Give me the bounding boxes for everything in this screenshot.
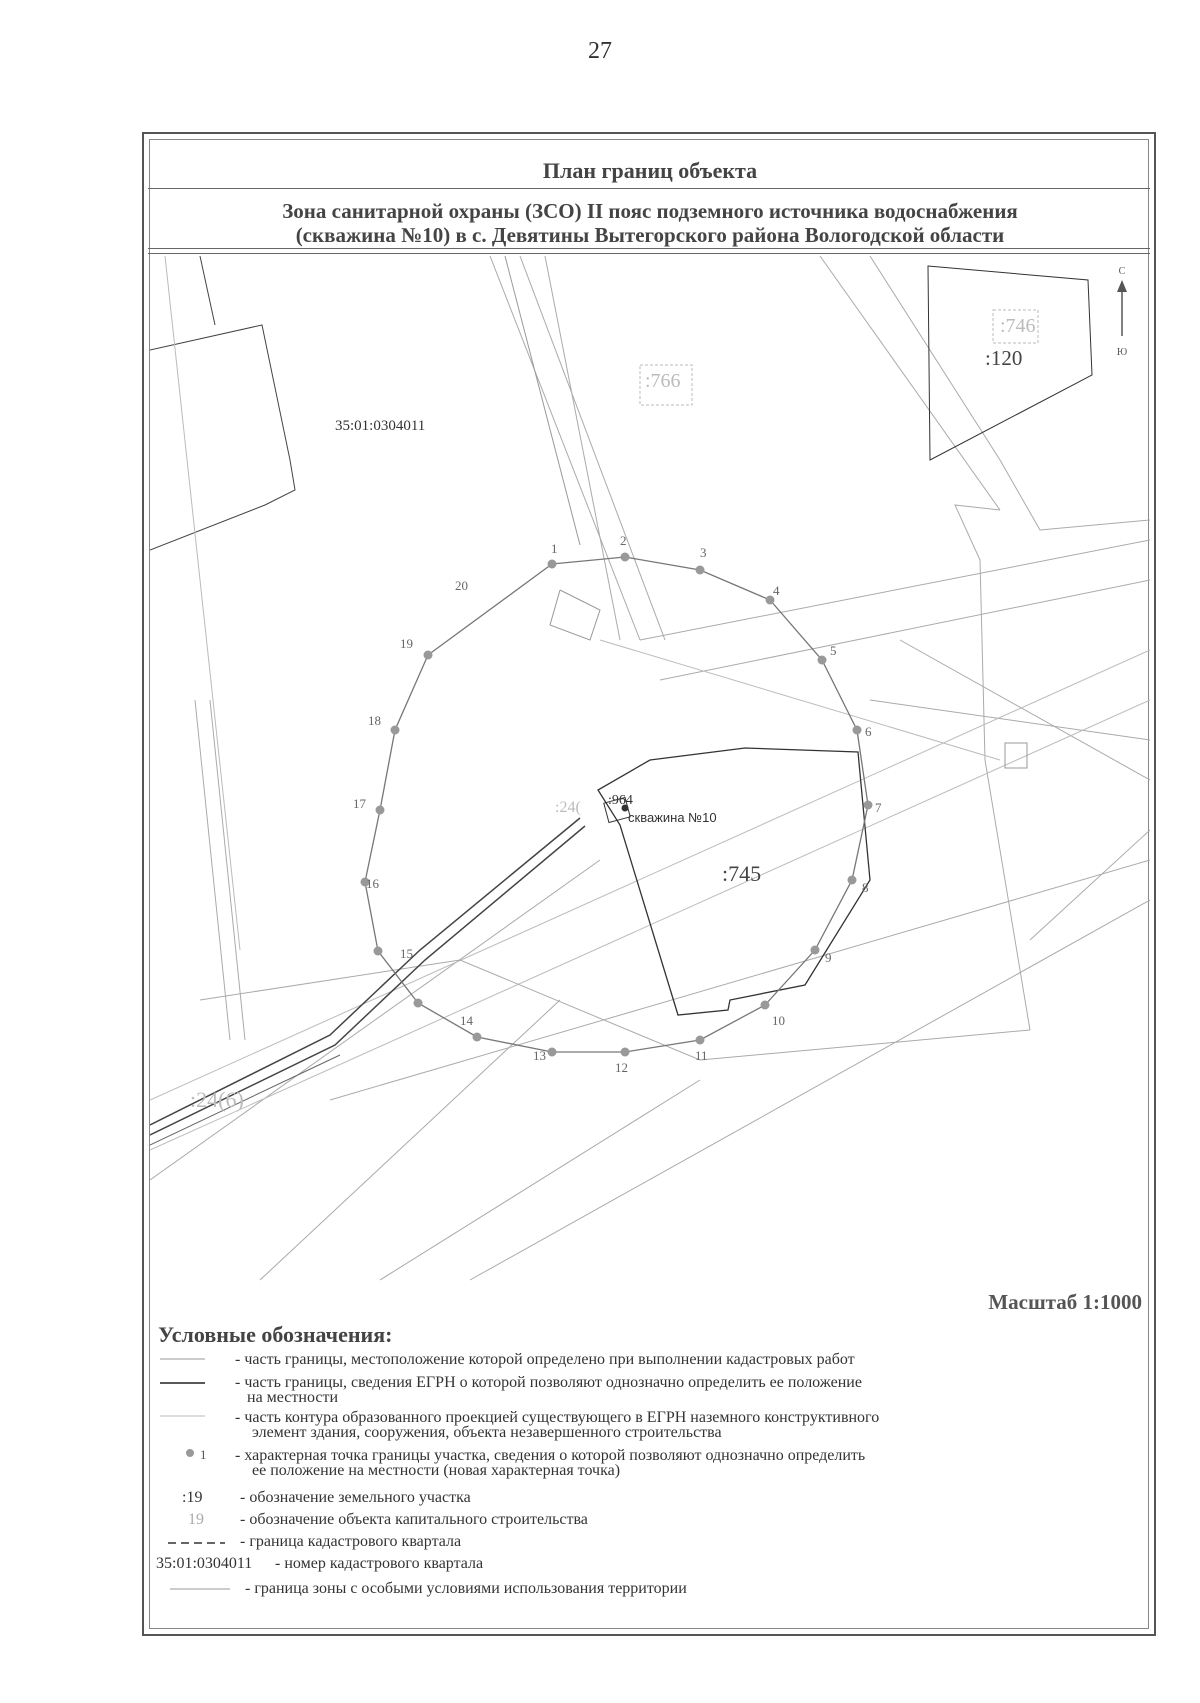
legend-point-sym: 1	[200, 1447, 207, 1462]
point-label-3: 3	[700, 545, 707, 560]
legend-item-3b: элемент здания, сооружения, объекта незавершенного строительства	[252, 1424, 722, 1441]
point-label-12: 12	[615, 1060, 628, 1075]
point-label-4: 4	[773, 583, 780, 598]
point-label-13: 13	[533, 1048, 546, 1063]
quarter-number-label: 35:01:0304011	[335, 418, 426, 434]
point-label-15: 15	[400, 946, 413, 961]
point-label-8: 8	[862, 880, 869, 895]
legend-building-sym: 19	[188, 1511, 204, 1528]
scale-label: Масштаб 1:1000	[988, 1290, 1142, 1314]
north-label: С	[1118, 266, 1126, 277]
point-label-11: 11	[695, 1048, 708, 1063]
point-label-20: 20	[455, 578, 468, 593]
parcel-label-24-6: :24(6)	[190, 1087, 244, 1112]
north-arrow-icon	[1112, 278, 1132, 342]
point-label-5: 5	[830, 643, 837, 658]
map-subtitle-line1: Зона санитарной охраны (ЗСО) II пояс подземного источника водоснабжения	[282, 199, 1018, 223]
legend-title: Условные обозначения:	[158, 1322, 393, 1347]
point-label-14: 14	[460, 1013, 473, 1028]
legend-item-4b: ее положение на местности (новая характерная точка)	[252, 1462, 621, 1479]
parcel-label-745: :745	[722, 861, 762, 886]
legend-item-5: - обозначение земельного участка	[240, 1489, 471, 1506]
point-label-17: 17	[353, 796, 366, 811]
point-label-19: 19	[400, 636, 413, 651]
parcel-boundary-left	[150, 325, 295, 550]
legend-item-3: - часть контура образованного проекцией существующего в ЕГРН наземного конструктивного	[235, 1409, 880, 1426]
pipeline	[150, 818, 580, 1125]
legend-item-2: - часть границы, сведения ЕГРН о которой позволяют однозначно определить ее положение	[235, 1374, 862, 1391]
point-label-1: 1	[551, 541, 558, 556]
point-label-16: 16	[366, 876, 379, 891]
legend-parcel-sym: :19	[182, 1489, 203, 1506]
legend-item-4: - характерная точка границы участка, сведения о которой позволяют однозначно определить	[235, 1447, 866, 1464]
parcel-label-24: :24(	[555, 799, 581, 816]
legend-item-9: - граница зоны с особыми условиями использования территории	[245, 1580, 687, 1597]
point-label-10: 10	[772, 1013, 785, 1028]
parcel-label-120: :120	[985, 346, 1023, 370]
point-label-18: 18	[368, 713, 381, 728]
legend-item-2b: на местности	[247, 1389, 338, 1406]
legend-item-6: - обозначение объекта капитального строительства	[240, 1511, 588, 1528]
map-subtitle-line2: (скважина №10) в с. Девятины Вытегорского района Вологодской области	[295, 223, 1005, 247]
south-label: Ю	[1116, 347, 1128, 358]
page-number: 27	[588, 38, 612, 64]
point-label-2: 2	[620, 533, 627, 548]
map-title: План границ объекта	[542, 158, 758, 183]
parcel-label-746: :746	[1000, 315, 1036, 337]
point-label-6: 6	[865, 724, 872, 739]
point-label-7: 7	[875, 800, 882, 815]
building-label-964: :964	[608, 793, 633, 808]
parcel-label-766: :766	[645, 370, 681, 392]
point-label-9: 9	[825, 950, 832, 965]
legend-item-7: - граница кадастрового квартала	[240, 1533, 462, 1550]
legend-item-1: - часть границы, местоположение которой определено при выполнении кадастровых работ	[235, 1351, 855, 1368]
legend-quarter-sym: 35:01:0304011	[156, 1555, 253, 1572]
well-label: скважина №10	[628, 810, 717, 825]
legend-item-8: - номер кадастрового квартала	[275, 1555, 484, 1572]
